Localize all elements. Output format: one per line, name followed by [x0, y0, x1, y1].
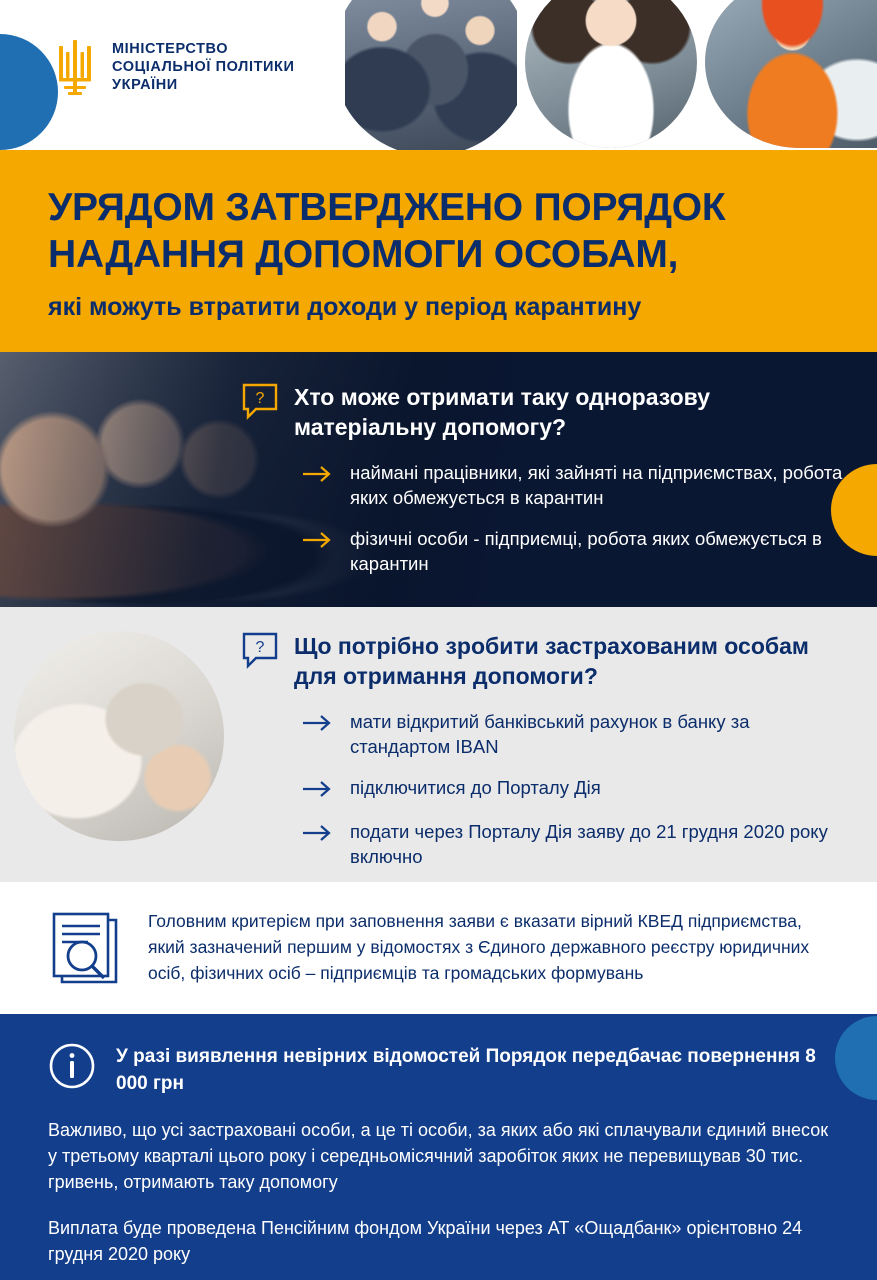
recipients-list	[240, 460, 847, 576]
title-line-1: УРЯДОМ ЗАТВЕРДЖЕНО ПОРЯДОК	[48, 186, 726, 229]
footer-lead-row	[48, 1042, 829, 1097]
section-recipients	[0, 352, 877, 607]
photo-woman-tablet	[525, 0, 697, 150]
logo-line-2: СОЦІАЛЬНОЇ ПОЛІТИКИ	[112, 59, 295, 75]
arrow-right-icon	[302, 464, 332, 488]
page-subtitle: які можуть втратити доходи у період карантину	[48, 293, 642, 321]
steps-question-header	[240, 631, 847, 691]
ukraine-trident-icon	[52, 36, 98, 98]
photo-worker-helmet	[705, 0, 877, 150]
ministry-logo	[52, 36, 295, 98]
page-title	[48, 184, 829, 278]
title-line-2: НАДАННЯ ДОПОМОГИ ОСОБАМ,	[48, 233, 679, 276]
header	[0, 0, 877, 150]
section-footer-info	[0, 1014, 877, 1280]
header-photo-strip	[345, 0, 877, 150]
question-bubble-icon	[240, 382, 280, 420]
list-item	[302, 819, 847, 869]
arrow-right-icon	[302, 779, 332, 803]
document-search-icon	[48, 908, 126, 988]
decor-blue-arc-right	[835, 1016, 877, 1100]
list-item	[302, 775, 847, 803]
recipients-question: Хто може отримати таку одноразову матеріальну допомогу?	[294, 384, 711, 440]
svg-text:?: ?	[255, 639, 265, 656]
list-item	[302, 709, 847, 759]
info-circle-icon	[48, 1042, 96, 1090]
section-kved-note	[0, 882, 877, 1014]
list-item-label: мати відкритий банківський рахунок в банку за стандартом IBAN	[350, 711, 750, 757]
arrow-right-icon	[302, 530, 332, 554]
list-item-label: фізичні особи - підприємці, робота яких обмежується в карантин	[350, 528, 822, 574]
steps-question: Що потрібно зробити застрахованим особам для отримання допомоги?	[294, 633, 809, 689]
recipients-question-header	[240, 382, 847, 442]
footer-paragraph-2: Виплата буде проведена Пенсійним фондом України через АТ «Ощадбанк» орієнтовно 24 грудня 2020 року	[48, 1218, 803, 1264]
decor-blue-arc-left	[0, 34, 58, 150]
list-item	[302, 460, 847, 510]
photo-hands-tablet	[14, 631, 224, 841]
footer-paragraph-1: Важливо, що усі застраховані особи, а це ті особи, за яких або які сплачували єдиний внесок у третьому кварталі цього року і середньомісячний заробіток яких не перевищував 30 тис. гривень, отримають таку допомогу	[48, 1120, 829, 1192]
ministry-logo-text	[112, 40, 295, 94]
list-item-label: наймані працівники, які зайняті на підприємствах, робота яких обмежується в карантин	[350, 462, 843, 508]
steps-list	[240, 709, 847, 869]
list-item	[302, 526, 847, 576]
arrow-right-icon	[302, 823, 332, 847]
title-band	[0, 150, 877, 352]
arrow-right-icon	[302, 713, 332, 737]
logo-line-1: МІНІСТЕРСТВО	[112, 41, 229, 57]
list-item-label: подати через Порталу Дія заяву до 21 грудня 2020 року включно	[350, 821, 828, 867]
svg-text:?: ?	[255, 390, 265, 407]
footer-lead-text: У разі виявлення невірних відомостей Порядок передбачає повернення 8 000 грн	[116, 1046, 816, 1094]
logo-line-3: УКРАЇНИ	[112, 77, 178, 93]
question-bubble-icon	[240, 631, 280, 669]
section-steps	[0, 607, 877, 882]
list-item-label: підключитися до Порталу Дія	[350, 777, 601, 798]
kved-note-text: Головним критерієм при заповнення заяви є вказати вірний КВЕД підприємства, який зазначений першим у відомостях з Єдиного державного реєстру юридичних осіб, фізичних осіб – підприємців та громадських формувань	[148, 911, 810, 983]
photo-office-meeting	[345, 0, 517, 150]
